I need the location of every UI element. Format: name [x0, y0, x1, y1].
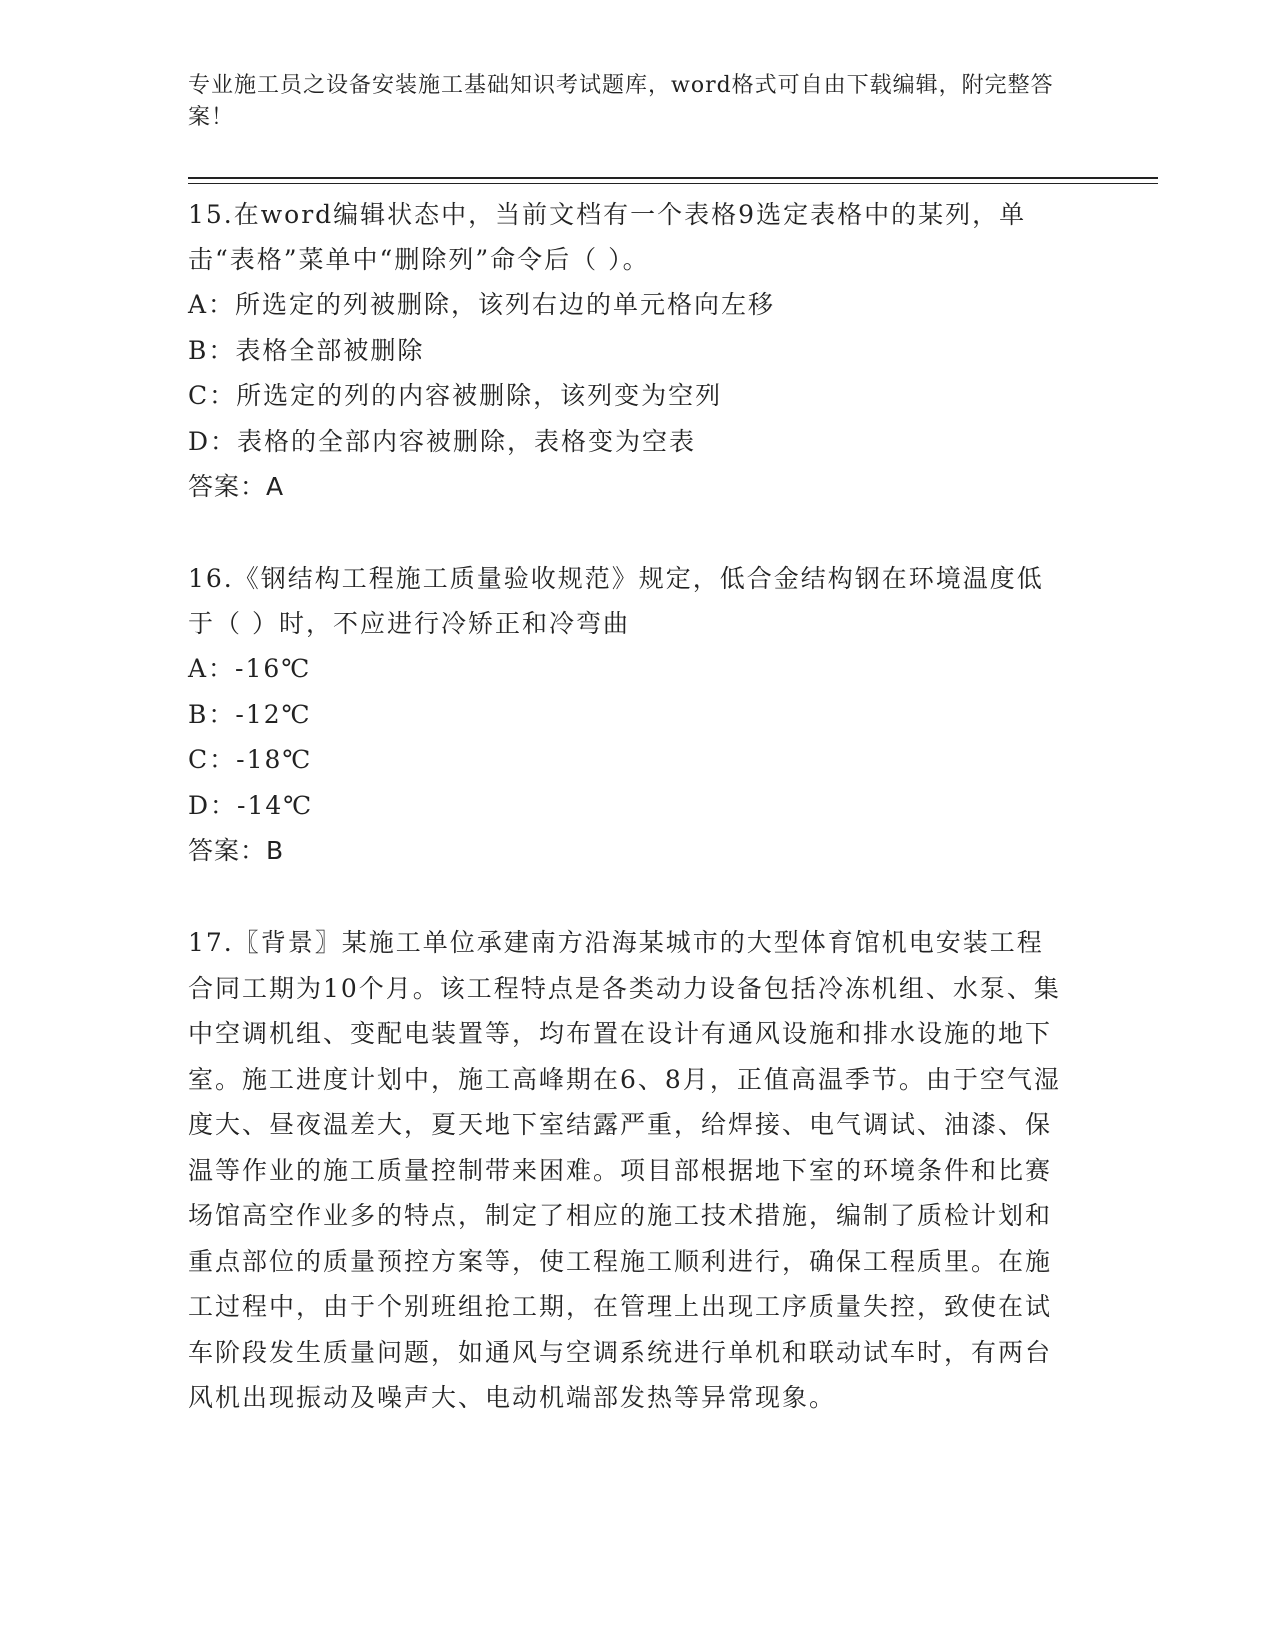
header-divider-thin [188, 183, 1158, 184]
option-a: A：-16℃ [188, 654, 312, 683]
question-16 [188, 556, 1068, 874]
question-15 [188, 192, 1068, 510]
option-d: D：-14℃ [188, 790, 314, 820]
question-17 [188, 920, 1068, 1421]
option-a: A：所选定的列被删除，该列右边的单元格向左移 [188, 290, 776, 319]
answer-line: 答案：B [188, 836, 285, 865]
question-stem: 17.〖背景〗某施工单位承建南方沿海某城市的大型体育馆机电安装工程合同工期为10个月。该工程特点是各类动力设备包括冷冻机组、水泵、集中空调机组、变配电装置等，均布置在设计有通风设施和排水设施的地下室。施工进度计划中，施工高峰期在6、8月，正值高温季节。由于空气湿度大、昼夜温差大，夏天地下室结露严重，给焊接、电气调试、油漆、保温等作业的施工质量控制带来困难。项目部根据地下室的环境条件和比赛场馆高空作业多的特点，制定了相应的施工技术措施，编制了质检计划和重点部位的质量预控方案等，使工程施工顺利进行，确保工程质里。在施工过程中，由于个别班组抢工期，在管理上出现工序质量失控，致使在试车阶段发生质量问题，如通风与空调系统进行单机和联动试车时，有两台风机出现振动及噪声大、电动机端部发热等异常现象。 [188, 928, 1061, 1412]
header-divider-thick [188, 177, 1158, 179]
option-b: B：表格全部被删除 [188, 335, 425, 365]
option-d: D：表格的全部内容被删除，表格变为空表 [188, 426, 697, 456]
answer-line: 答案：A [188, 472, 285, 501]
document-header: 专业施工员之设备安装施工基础知识考试题库，word格式可自由下载编辑，附完整答案！ [188, 73, 1054, 130]
question-stem: 15.在word编辑状态中，当前文档有一个表格9选定表格中的某列，单击“表格”菜单中“删除列”命令后（ ）。 [188, 200, 1027, 274]
option-c: C：-18℃ [188, 745, 313, 774]
option-b: B：-12℃ [188, 699, 312, 729]
question-stem: 16.《钢结构工程施工质量验收规范》规定，低合金结构钢在环境温度低于（ ）时，不应进行冷矫正和冷弯曲 [188, 564, 1044, 638]
option-c: C：所选定的列的内容被删除，该列变为空列 [188, 381, 723, 410]
